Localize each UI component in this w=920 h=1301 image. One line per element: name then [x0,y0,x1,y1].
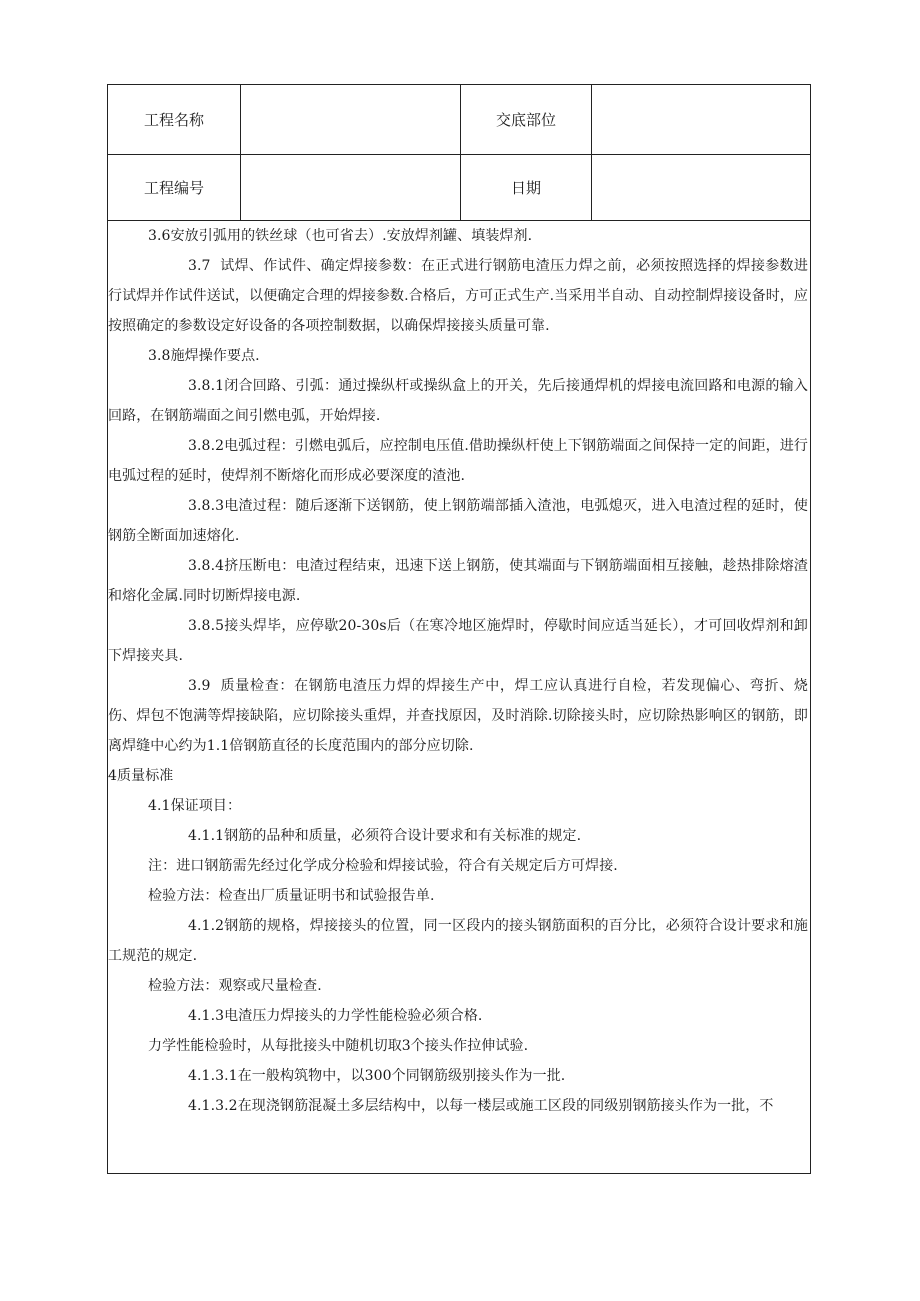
section-number: 3.8.5 [188,618,225,634]
paragraph-text: 试焊、作试件、确定焊接参数：在正式进行钢筋电渣压力焊之前，必须按照选择的焊接参数进行试焊并作试件送试，以便确定合理的焊接参数.合格后，方可正式生产.当采用半自动、自动控制焊接设备时，应按照确定的参数设定好设备的各项控制数据，以确保焊接接头质量可靠. [108,258,808,334]
content-paragraph [108,821,810,851]
paragraph-text: 检验方法：检查出厂质量证明书和试验报告单. [148,888,435,904]
section-number: 3.7 [188,258,211,274]
content-paragraph [108,671,810,761]
date-field[interactable] [592,155,810,220]
paragraph-text: 4.1保证项目： [148,798,242,814]
paragraph-text: 4质量标准 [108,768,174,784]
project-name-label: 工程名称 [108,85,241,154]
project-no-field[interactable] [241,155,461,220]
paragraph-text: 在一般构筑物中，以300个同钢筋级别接头作为一批. [237,1068,566,1084]
handover-part-field[interactable] [592,85,810,154]
paragraph-text: 挤压断电：电渣过程结束，迅速下送上钢筋，使其端面与下钢筋端面相互接触，趁热排除熔渣和熔化金属.同时切断焊接电源. [108,558,808,604]
content-paragraph [108,761,810,791]
paragraph-text: 注：进口钢筋需先经过化学成分检验和焊接试验，符合有关规定后方可焊接. [148,858,618,874]
section-number: 3.8.4 [188,558,225,574]
section-number: 4.1.3 [188,1008,225,1024]
paragraph-text: 钢筋的品种和质量，必须符合设计要求和有关标准的规定. [224,828,582,844]
project-no-label: 工程编号 [108,155,241,220]
section-number: 3.8.2 [188,438,225,454]
paragraph-text: 力学性能检验时，从每批接头中随机切取3个接头作拉伸试验. [148,1038,529,1054]
section-number: 3.9 [188,678,211,694]
handover-content [108,221,810,1121]
content-paragraph [108,251,810,341]
section-number: 4.1.1 [188,828,225,844]
content-paragraph [108,431,810,491]
paragraph-text: 3.6安放引弧用的铁丝球（也可省去）.安放焊剂罐、填装焊剂. [148,228,533,244]
section-number: 3.8.3 [188,498,225,514]
content-paragraph [108,551,810,611]
paragraph-text: 电弧过程：引燃电弧后，应控制电压值.借助操纵杆使上下钢筋端面之间保持一定的间距，进行电弧过程的延时，使焊剂不断熔化而形成必要深度的渣池. [108,438,808,484]
date-label: 日期 [461,155,592,220]
handover-part-label: 交底部位 [461,85,592,154]
section-number: 4.1.3.2 [188,1098,238,1114]
paragraph-text: 接头焊毕，应停歇20-30s后（在寒冷地区施焊时，停歇时间应适当延长），才可回收焊剂和卸下焊接夹具. [108,618,808,664]
section-number: 4.1.3.1 [188,1068,238,1084]
section-number: 3.8.1 [188,378,225,394]
content-paragraph [108,371,810,431]
paragraph-text: 钢筋的规格，焊接接头的位置，同一区段内的接头钢筋面积的百分比，必须符合设计要求和施工规范的规定. [108,918,808,964]
paragraph-text: 在现浇钢筋混凝土多层结构中，以每一楼层或施工区段的同级别钢筋接头作为一批，不 [237,1098,774,1114]
paragraph-text: 检验方法：观察或尺量检查. [148,978,322,994]
header-row-2 [108,155,810,221]
content-paragraph [108,611,810,671]
content-paragraph [108,221,810,251]
content-paragraph [108,851,810,881]
project-name-field[interactable] [241,85,461,154]
content-paragraph [108,1061,810,1091]
header-row-1 [108,85,810,155]
content-paragraph [108,1091,810,1121]
content-paragraph [108,491,810,551]
paragraph-text: 电渣压力焊接头的力学性能检验必须合格. [224,1008,483,1024]
content-paragraph [108,971,810,1001]
paragraph-text: 3.8施焊操作要点. [148,348,260,364]
content-paragraph [108,1031,810,1061]
content-paragraph [108,341,810,371]
content-paragraph [108,881,810,911]
content-paragraph [108,911,810,971]
paragraph-text: 闭合回路、引弧：通过操纵杆或操纵盒上的开关，先后接通焊机的焊接电流回路和电源的输入回路，在钢筋端面之间引燃电弧，开始焊接. [108,378,808,424]
handover-form [107,84,811,1174]
paragraph-text: 电渣过程：随后逐渐下送钢筋，使上钢筋端部插入渣池，电弧熄灭，进入电渣过程的延时，使钢筋全断面加速熔化. [108,498,808,544]
section-number: 4.1.2 [188,918,225,934]
paragraph-text: 质量检查：在钢筋电渣压力焊的焊接生产中，焊工应认真进行自检，若发现偏心、弯折、烧伤、焊包不饱满等焊接缺陷，应切除接头重焊，并查找原因，及时消除.切除接头时，应切除热影响区的钢筋，即离焊缝中心约为1.1倍钢筋直径的长度范围内的部分应切除. [108,678,808,754]
content-paragraph [108,791,810,821]
content-paragraph [108,1001,810,1031]
